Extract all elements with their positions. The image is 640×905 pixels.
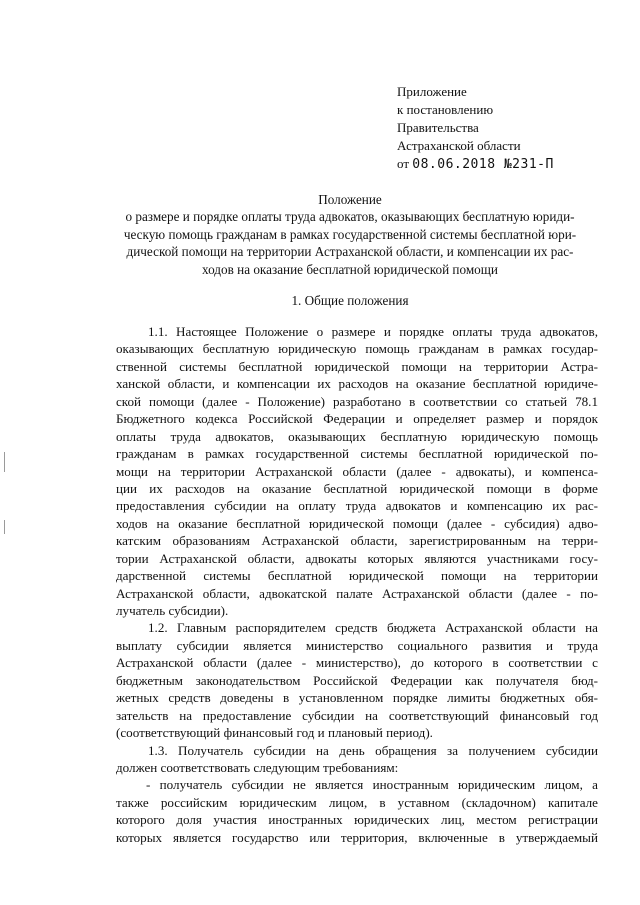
paragraph-line: 1.2. Главным распорядителем средств бюджета Астраханской области на — [148, 620, 598, 636]
appendix-line: Приложение — [397, 84, 467, 99]
paragraph-line: ции их расходов на оказание бесплатной юридической помощи в форме — [116, 480, 598, 496]
paragraph-line: Астраханской области, адвокатской палате Астраханской области (далее - по- — [116, 585, 598, 601]
document-title — [110, 191, 590, 278]
paragraph-line: ской помощи (далее - Положение) разработано в соответствии со статьей 78.1 — [116, 393, 598, 409]
title-line: о размере и порядке оплаты труда адвокатов, оказывающих бесплатную юриди- — [125, 209, 575, 225]
handwritten-date-number: 08.06.2018 №231-П — [412, 157, 554, 172]
appendix-line: Астраханской области — [397, 138, 521, 153]
title-line: дической помощи на территории Астраханской области, и компенсации их рас- — [126, 244, 574, 260]
paragraph-line: лучатель субсидии). — [116, 603, 229, 618]
paragraph-line: выплату субсидии является министерство социального развития и труда — [116, 637, 598, 653]
paragraph-line: которого доля участия иностранных юридических лиц, местом регистрации — [116, 812, 598, 828]
title-line: Положение — [318, 192, 382, 207]
paragraph-line: оказывающих бесплатную юридическую помощь гражданам в рамках государ- — [116, 341, 598, 357]
appendix-header — [397, 83, 627, 174]
paragraph-line: жетных средств доведены в установленном порядке лимиты бюджетных обя- — [116, 690, 598, 706]
appendix-line: к постановлению — [397, 102, 494, 117]
paragraph-line: бюджетным законодательством Российской Федерации как получателя бюд- — [116, 672, 598, 688]
scan-margin-mark — [4, 520, 5, 534]
appendix-line: Правительства — [397, 120, 479, 135]
paragraph-line: ходов на оказание бесплатной юридической помощи (далее - субсидия) адво- — [116, 515, 598, 531]
paragraph-line: которых является государство или территория, включенные в утверждаемый — [116, 829, 598, 845]
paragraph-line: дарственной системы бесплатной юридической помощи на территории — [116, 568, 598, 584]
title-line: ческую помощь гражданам в рамках государственной системы бесплатной юри- — [123, 226, 577, 242]
paragraph-line: должен соответствовать следующим требованиям: — [116, 759, 399, 775]
paragraph-line: также российским юридическим лицом, в уставном (складочном) капитале — [116, 794, 598, 810]
paragraph-line: предоставления субсидии на оплату труда адвокатов и компенсацию их рас- — [116, 498, 598, 514]
paragraph-line: оплаты труда адвокатов, оказывающих бесплатную юридическую помощь — [116, 428, 598, 444]
paragraph-line: ственной системы бесплатной юридической помощи на территории Астра- — [116, 358, 598, 374]
section-heading: 1. Общие положения — [291, 293, 409, 308]
paragraph-line: гражданам в рамках государственной системы бесплатной юридической по- — [116, 446, 598, 462]
paragraph-line: ханской области, и компенсации их расходов на оказание бесплатной юридиче- — [116, 376, 598, 392]
paragraph-line: - получатель субсидии не является иностранным юридическим лицом, а — [146, 777, 598, 793]
appendix-date-line — [397, 155, 627, 174]
paragraph-line: 1.3. Получатель субсидии на день обращения за получением субсидии — [148, 742, 598, 758]
paragraph-line: 1.1. Настоящее Положение о размере и порядке оплаты труда адвокатов, — [148, 324, 598, 339]
scan-margin-mark — [4, 452, 5, 472]
paragraph-line: Астраханской области (далее - министерство), до которого в соответствии с — [116, 655, 598, 671]
title-line: ходов на оказание бесплатной юридической помощи — [202, 261, 498, 277]
paragraph-line: мощи на территории Астраханской области (далее - адвокаты), и компенса- — [116, 463, 598, 479]
paragraph-line: (соответствующий финансовый год и плановый период). — [116, 725, 433, 741]
paragraph-line: зательств на предоставление субсидии на соответствующий финансовый год — [116, 707, 598, 723]
paragraph-line: катским образованиям Астраханской области, зарегистрированным на терри- — [116, 533, 598, 549]
document-body — [116, 323, 598, 846]
paragraph-line: Бюджетного кодекса Российской Федерации и определяет размер и порядок — [116, 411, 598, 427]
paragraph-line: тории Астраханской области, адвокаты которых являются участниками госу- — [116, 550, 598, 566]
date-prefix: от — [397, 156, 410, 171]
